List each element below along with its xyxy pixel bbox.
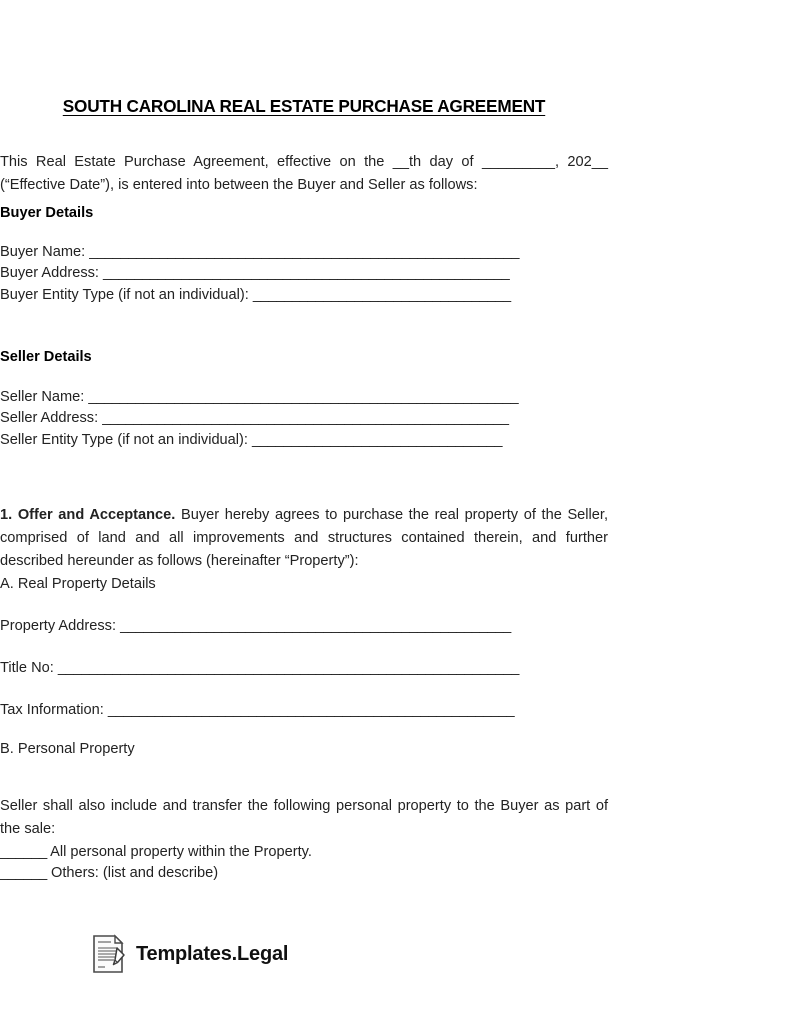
tax-information-label: Tax Information: — [0, 702, 104, 718]
seller-name-label: Seller Name: — [0, 389, 85, 405]
seller-entity-type-field — [0, 430, 502, 451]
intro-paragraph: This Real Estate Purchase Agreement, effective on the __th day of _________, 202__ (“Effective Date”), is entered into between the Buyer and Seller as follows: — [0, 153, 608, 193]
title-no-blank[interactable]: ___________________________________________________________ — [57, 660, 520, 676]
buyer-name-field — [0, 242, 519, 263]
tax-information-blank[interactable]: ____________________________________________________ — [107, 702, 515, 718]
buyer-address-blank[interactable]: ____________________________________________________ — [103, 265, 510, 281]
personal-property-option-others[interactable] — [0, 863, 218, 884]
buyer-address-label: Buyer Address: — [0, 265, 99, 281]
option-all-label: All personal property within the Property. — [50, 844, 312, 860]
buyer-entity-type-field — [0, 285, 511, 306]
buyer-entity-type-label: Buyer Entity Type (if not an individual): — [0, 287, 249, 303]
seller-address-label: Seller Address: — [0, 410, 99, 426]
title-no-label: Title No: — [0, 660, 54, 676]
option-others-label: Others: (list and describe) — [50, 865, 219, 881]
subsection-a-heading: A. Real Property Details — [0, 576, 156, 592]
seller-name-field — [0, 387, 518, 408]
clause-1-paragraph — [0, 504, 608, 573]
brand-name: Templates.Legal — [136, 943, 289, 965]
personal-property-option-all[interactable] — [0, 842, 312, 863]
option-all-blank[interactable]: ______ — [0, 844, 47, 860]
title-no-field — [0, 658, 519, 679]
seller-entity-type-blank[interactable]: ________________________________ — [252, 432, 503, 448]
buyer-entity-type-blank[interactable]: _________________________________ — [252, 287, 511, 303]
tax-information-field — [0, 700, 514, 721]
subsection-b-heading: B. Personal Property — [0, 741, 135, 757]
property-address-field — [0, 616, 511, 637]
seller-address-field — [0, 408, 509, 429]
buyer-name-label: Buyer Name: — [0, 244, 86, 260]
seller-address-blank[interactable]: ____________________________________________________ — [102, 410, 509, 426]
seller-name-blank[interactable]: _______________________________________________________ — [88, 389, 519, 405]
seller-details-heading: Seller Details — [0, 349, 92, 365]
clause-1-heading: Offer and Acceptance. — [17, 506, 176, 523]
seller-entity-type-label: Seller Entity Type (if not an individual): — [0, 432, 248, 448]
property-address-blank[interactable]: __________________________________________________ — [120, 618, 511, 634]
buyer-address-field — [0, 263, 509, 284]
personal-property-paragraph: Seller shall also include and transfer the following personal property to the Buyer as part of the sale: — [0, 797, 608, 837]
footer-brand-logo — [92, 934, 288, 974]
clause-1-body: Buyer hereby agrees to purchase the real property of the Seller, comprised of land and all improvements and structures contained therein, and further described hereunder as follows (hereinafter “Property”): — [0, 506, 609, 569]
page-title: SOUTH CAROLINA REAL ESTATE PURCHASE AGREEMENT — [62, 96, 546, 116]
buyer-name-blank[interactable]: _______________________________________________________ — [89, 244, 520, 260]
buyer-details-heading: Buyer Details — [0, 205, 94, 221]
property-address-label: Property Address: — [0, 618, 116, 634]
document-pencil-icon — [92, 934, 126, 974]
option-others-blank[interactable]: ______ — [0, 865, 47, 881]
clause-1-number: 1. — [0, 506, 13, 523]
